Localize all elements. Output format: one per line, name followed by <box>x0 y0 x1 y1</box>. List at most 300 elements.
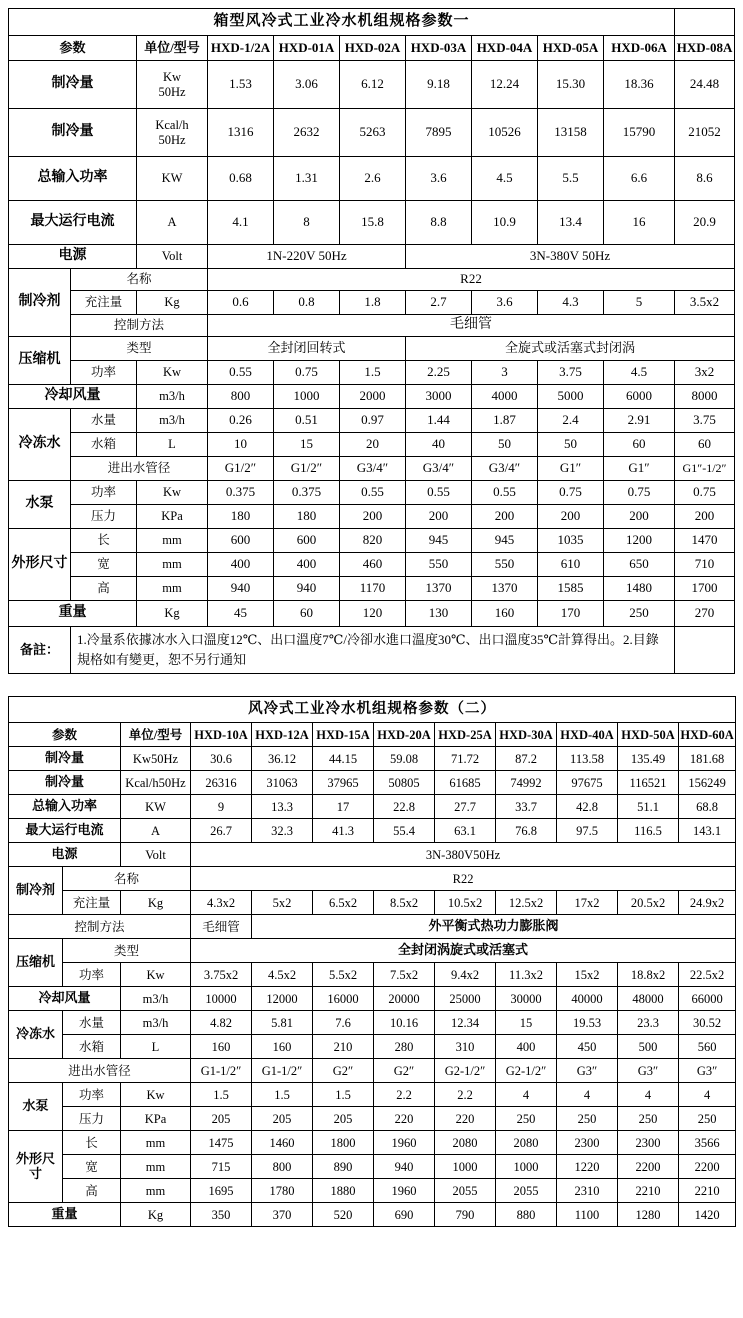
cell-value: 12.34 <box>435 1011 496 1035</box>
cell-value: 26.7 <box>191 819 252 843</box>
cell-value: 76.8 <box>496 819 557 843</box>
cell-value: 8000 <box>675 385 735 409</box>
cell-value: 550 <box>472 553 538 577</box>
spec-table-two <box>8 696 736 1227</box>
table-row <box>9 891 736 915</box>
row-unit-compressor-power: Kw <box>121 963 191 987</box>
cell-value: 9.4x2 <box>435 963 496 987</box>
cell-value: 890 <box>313 1155 374 1179</box>
row-label-cooling-capacity-kcal: 制冷量 <box>9 771 121 795</box>
cell-value: 600 <box>274 529 340 553</box>
cell-value: 8.6 <box>675 157 735 201</box>
table-row <box>9 433 735 457</box>
table-row <box>9 245 735 269</box>
table-row <box>9 291 735 315</box>
cell-value: 143.1 <box>679 819 736 843</box>
cell-value: 13158 <box>538 109 604 157</box>
cell-control-method-right: 外平衡式热功力膨胀阀 <box>252 915 736 939</box>
header-cell-model-3: HXD-15A <box>313 723 374 747</box>
cell-value: 1.53 <box>208 61 274 109</box>
cell-value: 945 <box>406 529 472 553</box>
table-row <box>9 987 736 1011</box>
cell-value: 4 <box>618 1083 679 1107</box>
row-unit-dimension-height: mm <box>137 577 208 601</box>
table-row <box>9 201 735 245</box>
cell-value: 37965 <box>313 771 374 795</box>
row-label-weight: 重量 <box>9 1203 121 1227</box>
cell-value: 0.55 <box>340 481 406 505</box>
row-label-compressor-type: 类型 <box>63 939 191 963</box>
cell-value: 8.8 <box>406 201 472 245</box>
cell-value: 1695 <box>191 1179 252 1203</box>
cell-value: 205 <box>252 1107 313 1131</box>
cell-value: 2200 <box>679 1155 736 1179</box>
cell-value: 250 <box>604 601 675 627</box>
cell-value: 1480 <box>604 577 675 601</box>
cell-value: G3″ <box>679 1059 736 1083</box>
cell-value: 17 <box>313 795 374 819</box>
cell-control-method-left: 毛细管 <box>191 915 252 939</box>
cell-value: 61685 <box>435 771 496 795</box>
cell-value: 250 <box>496 1107 557 1131</box>
row-label-water-flow: 水量 <box>71 409 137 433</box>
cell-value: 460 <box>340 553 406 577</box>
row-label-compressor: 压缩机 <box>9 939 63 987</box>
row-unit-refrigerant-charge: Kg <box>137 291 208 315</box>
row-unit-pump-power: Kw <box>137 481 208 505</box>
table-row <box>9 337 735 361</box>
row-label-water-tank: 水箱 <box>63 1035 121 1059</box>
cell-value: 4000 <box>472 385 538 409</box>
cell-value: 160 <box>252 1035 313 1059</box>
row-label-dimension-width: 宽 <box>71 553 137 577</box>
cell-value: 13.4 <box>538 201 604 245</box>
table-row <box>9 1083 736 1107</box>
row-unit-max-running-current: A <box>121 819 191 843</box>
cell-value: 10.9 <box>472 201 538 245</box>
table-row <box>9 577 735 601</box>
cell-value: 3 <box>472 361 538 385</box>
cell-compressor-type-right: 全旋式或活塞式封闭涡 <box>406 337 735 361</box>
cell-value: 87.2 <box>496 747 557 771</box>
cell-value: 15.8 <box>340 201 406 245</box>
cell-value: 0.97 <box>340 409 406 433</box>
cell-value: 400 <box>208 553 274 577</box>
row-label-dimension-length: 长 <box>63 1131 121 1155</box>
cell-value: 31063 <box>252 771 313 795</box>
row-unit-cooling-capacity-kcal: Kcal/h50Hz <box>121 771 191 795</box>
cell-value: 0.8 <box>274 291 340 315</box>
cell-value: 6.5x2 <box>313 891 374 915</box>
cell-value: 156249 <box>679 771 736 795</box>
row-label-refrigerant-name: 名称 <box>63 867 191 891</box>
cell-value: 450 <box>557 1035 618 1059</box>
cell-value: 0.375 <box>274 481 340 505</box>
row-unit-max-running-current: A <box>137 201 208 245</box>
cell-value: 24.48 <box>675 61 735 109</box>
cell-value: 2.7 <box>406 291 472 315</box>
table-row <box>9 1203 736 1227</box>
cell-value: 23.3 <box>618 1011 679 1035</box>
row-label-pump-power: 功率 <box>71 481 137 505</box>
table-row <box>9 315 735 337</box>
header-cell-model-4: HXD-20A <box>374 723 435 747</box>
cell-value: 2080 <box>496 1131 557 1155</box>
cell-value: 10526 <box>472 109 538 157</box>
cell-value: 10.16 <box>374 1011 435 1035</box>
cell-value: 2210 <box>679 1179 736 1203</box>
table-row <box>9 939 736 963</box>
cell-value: 7.6 <box>313 1011 374 1035</box>
cell-value: G1″ <box>538 457 604 481</box>
row-label-water-pipe-diameter: 进出水管径 <box>9 1059 191 1083</box>
row-unit-power-supply: Volt <box>137 245 208 269</box>
cell-value: 170 <box>538 601 604 627</box>
cell-value: 4.5 <box>604 361 675 385</box>
row-label-dimension-width: 宽 <box>63 1155 121 1179</box>
cell-value: 180 <box>208 505 274 529</box>
header-cell-model-5: HXD-25A <box>435 723 496 747</box>
table-row <box>9 457 735 481</box>
cell-compressor-type: 全封闭涡旋式或活塞式 <box>191 939 736 963</box>
table-row <box>9 529 735 553</box>
cell-value: 1.5 <box>340 361 406 385</box>
cell-refrigerant-name: R22 <box>208 269 735 291</box>
cell-value: G1/2″ <box>274 457 340 481</box>
row-unit-water-tank: L <box>137 433 208 457</box>
row-label-compressor: 压缩机 <box>9 337 71 385</box>
cell-value: 60 <box>675 433 735 457</box>
cell-value: 2.6 <box>340 157 406 201</box>
cell-value: 130 <box>406 601 472 627</box>
table-row <box>9 771 736 795</box>
cell-value: 0.75 <box>538 481 604 505</box>
cell-value: 30000 <box>496 987 557 1011</box>
cell-value: 1700 <box>675 577 735 601</box>
header-cell-model-2: HXD-12A <box>252 723 313 747</box>
table-row <box>9 385 735 409</box>
row-label-cooling-capacity-kcal: 制冷量 <box>9 109 137 157</box>
cell-value: 200 <box>406 505 472 529</box>
row-label-refrigerant: 制冷剂 <box>9 269 71 337</box>
cell-value: 5 <box>604 291 675 315</box>
table-row <box>9 1035 736 1059</box>
cell-value: 1370 <box>406 577 472 601</box>
table-row <box>9 36 735 61</box>
cell-value: G3/4″ <box>406 457 472 481</box>
cell-value: 50805 <box>374 771 435 795</box>
table-row <box>9 109 735 157</box>
cell-value: 120 <box>340 601 406 627</box>
cell-value: 1960 <box>374 1179 435 1203</box>
cell-value: 20.9 <box>675 201 735 245</box>
cell-value: 11.3x2 <box>496 963 557 987</box>
cell-value: 800 <box>208 385 274 409</box>
cell-value: 4.3 <box>538 291 604 315</box>
cell-value: 97.5 <box>557 819 618 843</box>
cell-value: 820 <box>340 529 406 553</box>
cell-value: 945 <box>472 529 538 553</box>
cell-value: 1.5 <box>313 1083 374 1107</box>
cell-value: 15.30 <box>538 61 604 109</box>
table-row <box>9 481 735 505</box>
cell-value: 1.31 <box>274 157 340 201</box>
cell-value: 1170 <box>340 577 406 601</box>
cell-value: 5.5x2 <box>313 963 374 987</box>
row-label-total-input-power: 总输入功率 <box>9 795 121 819</box>
cell-value: 400 <box>496 1035 557 1059</box>
row-unit-dimension-width: mm <box>121 1155 191 1179</box>
table-row <box>9 867 736 891</box>
cell-value: 24.9x2 <box>679 891 736 915</box>
table-row <box>9 697 736 723</box>
row-unit-pump-pressure: KPa <box>137 505 208 529</box>
cell-value: 16000 <box>313 987 374 1011</box>
cell-value: G1″ <box>604 457 675 481</box>
cell-value: 4 <box>496 1083 557 1107</box>
row-unit-dimension-length: mm <box>137 529 208 553</box>
table-row <box>9 819 736 843</box>
header-cell-model-9: HXD-60A <box>679 723 736 747</box>
cell-value: 10.5x2 <box>435 891 496 915</box>
cell-value: 5x2 <box>252 891 313 915</box>
row-unit-cooling-capacity-kw: Kw 50Hz <box>137 61 208 109</box>
row-label-dimensions: 外形尺寸 <box>9 529 71 601</box>
cell-value: 1.5 <box>191 1083 252 1107</box>
cell-value: 26316 <box>191 771 252 795</box>
cell-value: 1.87 <box>472 409 538 433</box>
cell-value: 2000 <box>340 385 406 409</box>
table-row <box>9 1155 736 1179</box>
cell-value: 200 <box>538 505 604 529</box>
row-label-dimensions: 外形尺寸 <box>9 1131 63 1203</box>
cell-value: 17x2 <box>557 891 618 915</box>
table-row <box>9 963 736 987</box>
table-row <box>9 157 735 201</box>
cell-value: 55.4 <box>374 819 435 843</box>
cell-value: 3.5x2 <box>675 291 735 315</box>
row-unit-total-input-power: KW <box>137 157 208 201</box>
cell-value: 3.6 <box>472 291 538 315</box>
cell-value: 0.68 <box>208 157 274 201</box>
cell-value: G3/4″ <box>340 457 406 481</box>
cell-value: 0.75 <box>675 481 735 505</box>
cell-value: 33.7 <box>496 795 557 819</box>
cell-value: 250 <box>618 1107 679 1131</box>
table-row <box>9 269 735 291</box>
cell-value: 200 <box>340 505 406 529</box>
cell-value: 1880 <box>313 1179 374 1203</box>
row-label-water-pump: 水泵 <box>9 1083 63 1131</box>
cell-value: 500 <box>618 1035 679 1059</box>
row-unit-cooling-air-volume: m3/h <box>121 987 191 1011</box>
cell-value: 650 <box>604 553 675 577</box>
cell-value: 27.7 <box>435 795 496 819</box>
row-unit-dimension-height: mm <box>121 1179 191 1203</box>
cell-value: 0.51 <box>274 409 340 433</box>
cell-value: 310 <box>435 1035 496 1059</box>
cell-value: 220 <box>435 1107 496 1131</box>
cell-value: G1/2″ <box>208 457 274 481</box>
cell-value: 18.36 <box>604 61 675 109</box>
cell-value: 1220 <box>557 1155 618 1179</box>
row-unit-weight: Kg <box>137 601 208 627</box>
cell-value: 2.2 <box>374 1083 435 1107</box>
cell-value: 1800 <box>313 1131 374 1155</box>
cell-value: 2.25 <box>406 361 472 385</box>
cell-value: 880 <box>496 1203 557 1227</box>
cell-value: 4.82 <box>191 1011 252 1035</box>
cell-value: 5.81 <box>252 1011 313 1035</box>
cell-value: 1370 <box>472 577 538 601</box>
cell-value: 41.3 <box>313 819 374 843</box>
row-label-refrigerant-name: 名称 <box>71 269 208 291</box>
cell-value: 2300 <box>557 1131 618 1155</box>
row-label-dimension-height: 高 <box>63 1179 121 1203</box>
header-cell-model-4: HXD-03A <box>406 36 472 61</box>
cell-value: 1780 <box>252 1179 313 1203</box>
cell-value: 20000 <box>374 987 435 1011</box>
cell-value: 6.12 <box>340 61 406 109</box>
cell-value: 4 <box>679 1083 736 1107</box>
cell-value: 12.24 <box>472 61 538 109</box>
cell-value: 10000 <box>191 987 252 1011</box>
header-cell-model-7: HXD-40A <box>557 723 618 747</box>
cell-value: 9.18 <box>406 61 472 109</box>
header-cell-model-8: HXD-50A <box>618 723 679 747</box>
cell-value: 22.5x2 <box>679 963 736 987</box>
cell-value: 2310 <box>557 1179 618 1203</box>
cell-value: 2080 <box>435 1131 496 1155</box>
cell-value: 160 <box>191 1035 252 1059</box>
cell-value: 2300 <box>618 1131 679 1155</box>
cell-value: 181.68 <box>679 747 736 771</box>
cell-value: 550 <box>406 553 472 577</box>
cell-value: 1460 <box>252 1131 313 1155</box>
table-row <box>9 601 735 627</box>
row-unit-dimension-width: mm <box>137 553 208 577</box>
cell-value: 940 <box>374 1155 435 1179</box>
cell-value: 60 <box>604 433 675 457</box>
cell-value: G2-1/2″ <box>496 1059 557 1083</box>
row-unit-total-input-power: KW <box>121 795 191 819</box>
row-unit-cooling-air-volume: m3/h <box>137 385 208 409</box>
cell-value: G3″ <box>557 1059 618 1083</box>
row-label-water-flow: 水量 <box>63 1011 121 1035</box>
cell-value: G2-1/2″ <box>435 1059 496 1083</box>
cell-value: 3x2 <box>675 361 735 385</box>
row-label-pump-power: 功率 <box>63 1083 121 1107</box>
cell-value: 6000 <box>604 385 675 409</box>
row-label-water-pump: 水泵 <box>9 481 71 529</box>
cell-value: 3.75 <box>538 361 604 385</box>
header-cell-param: 参数 <box>9 36 137 61</box>
table-row <box>9 1179 736 1203</box>
row-unit-pump-pressure: KPa <box>121 1107 191 1131</box>
cell-value: 66000 <box>679 987 736 1011</box>
cell-value: 1280 <box>618 1203 679 1227</box>
cell-value: 40 <box>406 433 472 457</box>
cell-value: 2632 <box>274 109 340 157</box>
cell-value: 220 <box>374 1107 435 1131</box>
cell-value: 3.6 <box>406 157 472 201</box>
cell-value: 270 <box>675 601 735 627</box>
cell-value: 60 <box>274 601 340 627</box>
cell-value: G3″ <box>618 1059 679 1083</box>
header-cell-model-6: HXD-05A <box>538 36 604 61</box>
cell-value: 1000 <box>435 1155 496 1179</box>
cell-value: 1470 <box>675 529 735 553</box>
cell-value: 1035 <box>538 529 604 553</box>
row-label-control-method: 控制方法 <box>9 915 191 939</box>
cell-value: 250 <box>557 1107 618 1131</box>
cell-value: 4.5x2 <box>252 963 313 987</box>
row-label-compressor-power: 功率 <box>63 963 121 987</box>
row-label-weight: 重量 <box>9 601 137 627</box>
cell-value: 30.52 <box>679 1011 736 1035</box>
table-row <box>9 1107 736 1131</box>
cell-value: 3.75x2 <box>191 963 252 987</box>
row-label-cooling-capacity-kw: 制冷量 <box>9 747 121 771</box>
cell-value: G1-1/2″ <box>191 1059 252 1083</box>
cell-value: 15 <box>274 433 340 457</box>
table-row <box>9 915 736 939</box>
cell-value: 4.1 <box>208 201 274 245</box>
cell-value: 1585 <box>538 577 604 601</box>
cell-value: 0.26 <box>208 409 274 433</box>
header-cell-model-3: HXD-02A <box>340 36 406 61</box>
cell-value: 32.3 <box>252 819 313 843</box>
row-label-total-input-power: 总输入功率 <box>9 157 137 201</box>
cell-value: 48000 <box>618 987 679 1011</box>
cell-value: 800 <box>252 1155 313 1179</box>
cell-value: 113.58 <box>557 747 618 771</box>
row-label-refrigerant-charge: 充注量 <box>63 891 121 915</box>
cell-value: 116521 <box>618 771 679 795</box>
cell-value: 250 <box>679 1107 736 1131</box>
row-label-remarks: 备註： <box>9 627 71 674</box>
cell-value: 36.12 <box>252 747 313 771</box>
cell-value: 40000 <box>557 987 618 1011</box>
cell-refrigerant-name: R22 <box>191 867 736 891</box>
cell-value: 16 <box>604 201 675 245</box>
cell-value: 160 <box>472 601 538 627</box>
row-unit-pump-power: Kw <box>121 1083 191 1107</box>
cell-value: 400 <box>274 553 340 577</box>
header-cell-model-7: HXD-06A <box>604 36 675 61</box>
table-row <box>9 627 735 674</box>
row-label-pump-pressure: 压力 <box>63 1107 121 1131</box>
cell-value: 2200 <box>618 1155 679 1179</box>
row-label-cooling-capacity-kw: 制冷量 <box>9 61 137 109</box>
row-label-dimension-length: 长 <box>71 529 137 553</box>
cell-value: 0.75 <box>604 481 675 505</box>
table-row <box>9 795 736 819</box>
cell-value: 600 <box>208 529 274 553</box>
header-cell-model-5: HXD-04A <box>472 36 538 61</box>
cell-value: 71.72 <box>435 747 496 771</box>
row-label-refrigerant: 制冷剂 <box>9 867 63 915</box>
cell-value: G2″ <box>313 1059 374 1083</box>
cell-power-supply-left: 1N-220V 50Hz <box>208 245 406 269</box>
cell-value: 68.8 <box>679 795 736 819</box>
cell-compressor-type-left: 全封闭回转式 <box>208 337 406 361</box>
cell-value: 4.5 <box>472 157 538 201</box>
cell-value: 63.1 <box>435 819 496 843</box>
cell-value: 20.5x2 <box>618 891 679 915</box>
cell-value: 9 <box>191 795 252 819</box>
table-two-title: 风冷式工业冷水机组规格参数（二） <box>9 697 736 723</box>
